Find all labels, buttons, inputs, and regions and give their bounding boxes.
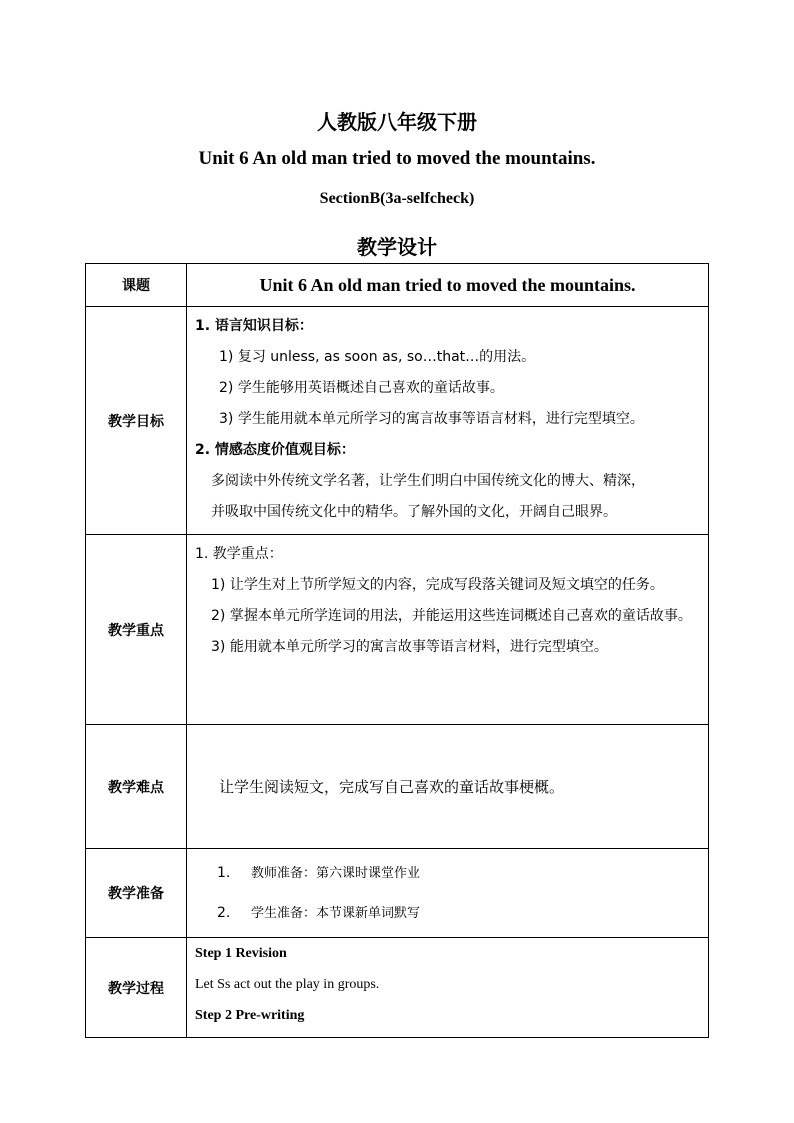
row-topic	[86, 264, 709, 307]
process-text-1: Let Ss act out the play in groups.	[195, 977, 380, 992]
label-objectives: 教学目标	[86, 307, 187, 535]
preparation-item-1	[217, 853, 708, 893]
preparation-num-1: 1.	[217, 865, 231, 881]
objective-item-2: 2) 学生能够用英语概述自己喜欢的童话故事。	[219, 380, 504, 396]
preparation-num-2: 2.	[217, 905, 231, 921]
label-preparation: 教学准备	[86, 849, 187, 938]
keypoint-item-1: 1) 让学生对上节所学短文的内容，完成写段落关键词及短文填空的任务。	[211, 577, 664, 593]
preparation-text-1: 教师准备：第六课时课堂作业	[251, 866, 421, 881]
row-difficulties	[86, 725, 709, 849]
objective-item-3: 3) 学生能用就本单元所学习的寓言故事等语言材料，进行完型填空。	[219, 411, 644, 427]
label-topic: 课题	[86, 264, 187, 307]
row-preparation	[86, 849, 709, 938]
keypoints-heading: 1. 教学重点：	[195, 546, 283, 562]
preparation-cell	[187, 849, 709, 938]
objective-item-1: 1) 复习 unless, as soon as, so…that…的用法。	[219, 349, 536, 365]
preparation-text-2: 学生准备：本节课新单词默写	[251, 906, 421, 921]
objectives-heading-2: 2. 情感态度价值观目标：	[195, 442, 355, 458]
objectives-cell	[187, 307, 709, 535]
row-keypoints	[86, 535, 709, 725]
label-keypoints: 教学重点	[86, 535, 187, 725]
row-objectives	[86, 307, 709, 535]
keypoint-item-3: 3) 能用就本单元所学习的寓言故事等语言材料，进行完型填空。	[211, 639, 608, 655]
label-difficulties: 教学难点	[86, 725, 187, 849]
objective-para-1: 多阅读中外传统文学名著，让学生们明白中国传统文化的博大、精深，	[211, 473, 645, 489]
label-process: 教学过程	[86, 938, 187, 1038]
lesson-plan-table	[85, 263, 709, 1038]
difficulties-cell	[187, 725, 709, 849]
doc-title-section: SectionB(3a-selfcheck)	[319, 190, 475, 207]
row-process	[86, 938, 709, 1038]
topic-value: Unit 6 An old man tried to moved the mountains.	[187, 264, 709, 307]
process-cell	[187, 938, 709, 1038]
process-step-1: Step 1 Revision	[195, 946, 287, 961]
keypoint-item-2: 2) 掌握本单元所学连词的用法，并能运用这些连词概述自己喜欢的童话故事。	[211, 608, 692, 624]
difficulties-text: 让学生阅读短文，完成写自己喜欢的童话故事梗概。	[219, 778, 565, 796]
keypoints-cell	[187, 535, 709, 725]
doc-title-design: 教学设计	[357, 235, 437, 259]
doc-title-textbook: 人教版八年级下册	[317, 110, 477, 134]
objective-para-2: 并吸取中国传统文化中的精华。了解外国的文化，开阔自己眼界。	[211, 504, 617, 520]
preparation-item-2	[217, 893, 708, 933]
process-step-2: Step 2 Pre-writing	[195, 1008, 305, 1023]
doc-title-unit: Unit 6 An old man tried to moved the mountains.	[198, 148, 596, 169]
objectives-heading-1: 1. 语言知识目标：	[195, 318, 313, 334]
